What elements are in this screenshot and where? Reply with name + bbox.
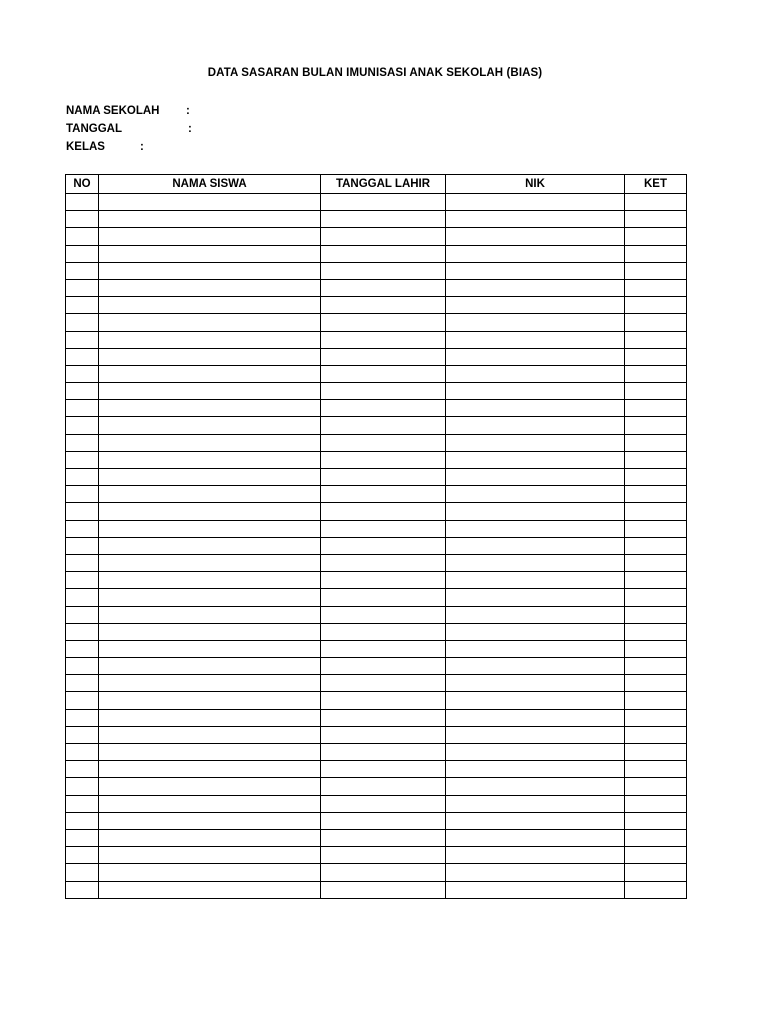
cell-birth-date	[321, 434, 446, 451]
cell-birth-date	[321, 400, 446, 417]
cell-student-name	[99, 744, 321, 761]
cell-ket	[625, 383, 687, 400]
cell-nik	[446, 400, 625, 417]
cell-no	[66, 881, 99, 898]
cell-birth-date	[321, 417, 446, 434]
cell-ket	[625, 348, 687, 365]
table-row	[66, 348, 687, 365]
table-row	[66, 400, 687, 417]
cell-ket	[625, 365, 687, 382]
cell-ket	[625, 262, 687, 279]
cell-ket	[625, 726, 687, 743]
header-birth-date: TANGGAL LAHIR	[321, 175, 446, 194]
cell-no	[66, 675, 99, 692]
cell-no	[66, 537, 99, 554]
cell-birth-date	[321, 520, 446, 537]
student-table	[65, 174, 687, 899]
cell-no	[66, 778, 99, 795]
cell-ket	[625, 331, 687, 348]
cell-nik	[446, 331, 625, 348]
cell-nik	[446, 194, 625, 211]
table-row	[66, 744, 687, 761]
cell-nik	[446, 365, 625, 382]
cell-student-name	[99, 537, 321, 554]
cell-student-name	[99, 331, 321, 348]
cell-birth-date	[321, 744, 446, 761]
cell-birth-date	[321, 623, 446, 640]
cell-student-name	[99, 726, 321, 743]
cell-ket	[625, 417, 687, 434]
table-row	[66, 383, 687, 400]
cell-student-name	[99, 469, 321, 486]
cell-nik	[446, 795, 625, 812]
table-row	[66, 554, 687, 571]
cell-birth-date	[321, 314, 446, 331]
table-row	[66, 606, 687, 623]
table-row	[66, 228, 687, 245]
cell-student-name	[99, 709, 321, 726]
cell-ket	[625, 623, 687, 640]
cell-student-name	[99, 297, 321, 314]
cell-student-name	[99, 606, 321, 623]
cell-birth-date	[321, 709, 446, 726]
cell-nik	[446, 486, 625, 503]
cell-ket	[625, 245, 687, 262]
document-title: DATA SASARAN BULAN IMUNISASI ANAK SEKOLAH (BIAS)	[207, 67, 543, 79]
cell-no	[66, 744, 99, 761]
cell-nik	[446, 589, 625, 606]
cell-nik	[446, 434, 625, 451]
cell-ket	[625, 228, 687, 245]
cell-no	[66, 520, 99, 537]
cell-ket	[625, 709, 687, 726]
cell-student-name	[99, 675, 321, 692]
date-label: TANGGAL	[66, 123, 123, 135]
table-row	[66, 726, 687, 743]
cell-ket	[625, 847, 687, 864]
cell-ket	[625, 812, 687, 829]
table-row	[66, 864, 687, 881]
header-student-name: NAMA SISWA	[99, 175, 321, 194]
cell-student-name	[99, 795, 321, 812]
cell-student-name	[99, 812, 321, 829]
table-row	[66, 881, 687, 898]
table-row	[66, 434, 687, 451]
cell-ket	[625, 692, 687, 709]
cell-birth-date	[321, 881, 446, 898]
cell-birth-date	[321, 279, 446, 296]
cell-birth-date	[321, 589, 446, 606]
cell-ket	[625, 400, 687, 417]
cell-student-name	[99, 194, 321, 211]
table-row	[66, 709, 687, 726]
table-row	[66, 451, 687, 468]
cell-no	[66, 451, 99, 468]
cell-no	[66, 331, 99, 348]
school-name-colon: :	[186, 105, 190, 117]
cell-birth-date	[321, 572, 446, 589]
cell-nik	[446, 417, 625, 434]
cell-birth-date	[321, 829, 446, 846]
table-row	[66, 297, 687, 314]
cell-no	[66, 400, 99, 417]
cell-nik	[446, 881, 625, 898]
cell-ket	[625, 795, 687, 812]
cell-student-name	[99, 761, 321, 778]
cell-no	[66, 795, 99, 812]
cell-student-name	[99, 572, 321, 589]
cell-student-name	[99, 365, 321, 382]
class-label: KELAS	[66, 141, 105, 153]
table-row	[66, 778, 687, 795]
cell-nik	[446, 726, 625, 743]
cell-ket	[625, 434, 687, 451]
cell-birth-date	[321, 640, 446, 657]
cell-ket	[625, 211, 687, 228]
cell-no	[66, 383, 99, 400]
cell-ket	[625, 554, 687, 571]
cell-no	[66, 623, 99, 640]
cell-ket	[625, 675, 687, 692]
cell-ket	[625, 469, 687, 486]
cell-student-name	[99, 829, 321, 846]
cell-ket	[625, 503, 687, 520]
cell-student-name	[99, 245, 321, 262]
cell-birth-date	[321, 211, 446, 228]
cell-birth-date	[321, 228, 446, 245]
cell-no	[66, 245, 99, 262]
cell-student-name	[99, 503, 321, 520]
table-row	[66, 537, 687, 554]
cell-ket	[625, 606, 687, 623]
cell-no	[66, 589, 99, 606]
cell-student-name	[99, 400, 321, 417]
cell-nik	[446, 675, 625, 692]
cell-birth-date	[321, 675, 446, 692]
cell-student-name	[99, 383, 321, 400]
cell-nik	[446, 279, 625, 296]
class-colon: :	[140, 141, 144, 153]
cell-ket	[625, 589, 687, 606]
table-row	[66, 262, 687, 279]
cell-nik	[446, 606, 625, 623]
cell-nik	[446, 864, 625, 881]
table-row	[66, 761, 687, 778]
cell-student-name	[99, 881, 321, 898]
table-row	[66, 572, 687, 589]
cell-student-name	[99, 692, 321, 709]
cell-ket	[625, 881, 687, 898]
cell-student-name	[99, 640, 321, 657]
cell-no	[66, 640, 99, 657]
cell-nik	[446, 692, 625, 709]
table-header-row	[66, 175, 687, 194]
cell-birth-date	[321, 297, 446, 314]
cell-no	[66, 864, 99, 881]
cell-ket	[625, 314, 687, 331]
cell-ket	[625, 829, 687, 846]
cell-nik	[446, 709, 625, 726]
cell-no	[66, 692, 99, 709]
cell-no	[66, 279, 99, 296]
cell-birth-date	[321, 383, 446, 400]
cell-nik	[446, 554, 625, 571]
table-row	[66, 331, 687, 348]
cell-birth-date	[321, 606, 446, 623]
cell-ket	[625, 778, 687, 795]
cell-no	[66, 503, 99, 520]
cell-student-name	[99, 451, 321, 468]
cell-no	[66, 658, 99, 675]
table-row	[66, 520, 687, 537]
cell-nik	[446, 744, 625, 761]
cell-nik	[446, 640, 625, 657]
cell-nik	[446, 211, 625, 228]
cell-birth-date	[321, 451, 446, 468]
cell-nik	[446, 847, 625, 864]
cell-birth-date	[321, 262, 446, 279]
cell-no	[66, 434, 99, 451]
cell-ket	[625, 658, 687, 675]
cell-student-name	[99, 623, 321, 640]
cell-birth-date	[321, 658, 446, 675]
cell-nik	[446, 228, 625, 245]
cell-ket	[625, 864, 687, 881]
cell-nik	[446, 520, 625, 537]
table-row	[66, 194, 687, 211]
cell-nik	[446, 503, 625, 520]
cell-birth-date	[321, 847, 446, 864]
cell-no	[66, 554, 99, 571]
class-field	[66, 140, 144, 155]
cell-no	[66, 348, 99, 365]
cell-birth-date	[321, 864, 446, 881]
cell-student-name	[99, 434, 321, 451]
cell-no	[66, 228, 99, 245]
cell-birth-date	[321, 761, 446, 778]
cell-birth-date	[321, 194, 446, 211]
cell-birth-date	[321, 778, 446, 795]
cell-ket	[625, 297, 687, 314]
cell-birth-date	[321, 795, 446, 812]
table-row	[66, 829, 687, 846]
table-row	[66, 623, 687, 640]
table-row	[66, 417, 687, 434]
cell-no	[66, 314, 99, 331]
cell-birth-date	[321, 486, 446, 503]
cell-student-name	[99, 279, 321, 296]
table-row	[66, 675, 687, 692]
cell-no	[66, 211, 99, 228]
table-row	[66, 365, 687, 382]
cell-ket	[625, 640, 687, 657]
cell-nik	[446, 761, 625, 778]
cell-birth-date	[321, 245, 446, 262]
cell-nik	[446, 348, 625, 365]
cell-student-name	[99, 417, 321, 434]
cell-birth-date	[321, 812, 446, 829]
header-nik: NIK	[446, 175, 625, 194]
cell-ket	[625, 279, 687, 296]
cell-birth-date	[321, 331, 446, 348]
cell-ket	[625, 761, 687, 778]
date-field	[66, 122, 192, 137]
table-row	[66, 314, 687, 331]
cell-birth-date	[321, 503, 446, 520]
cell-no	[66, 812, 99, 829]
cell-no	[66, 606, 99, 623]
cell-student-name	[99, 778, 321, 795]
cell-no	[66, 572, 99, 589]
school-name-field	[66, 104, 190, 119]
cell-student-name	[99, 554, 321, 571]
school-name-label: NAMA SEKOLAH	[66, 105, 160, 117]
cell-no	[66, 297, 99, 314]
cell-birth-date	[321, 554, 446, 571]
cell-student-name	[99, 314, 321, 331]
cell-student-name	[99, 211, 321, 228]
table-row	[66, 589, 687, 606]
table-row	[66, 503, 687, 520]
header-no: NO	[66, 175, 99, 194]
cell-nik	[446, 383, 625, 400]
cell-ket	[625, 520, 687, 537]
cell-student-name	[99, 228, 321, 245]
table-row	[66, 795, 687, 812]
cell-nik	[446, 623, 625, 640]
header-ket: KET	[625, 175, 687, 194]
cell-nik	[446, 451, 625, 468]
cell-birth-date	[321, 726, 446, 743]
cell-no	[66, 847, 99, 864]
cell-nik	[446, 314, 625, 331]
cell-nik	[446, 469, 625, 486]
cell-student-name	[99, 262, 321, 279]
cell-birth-date	[321, 537, 446, 554]
cell-no	[66, 761, 99, 778]
cell-nik	[446, 658, 625, 675]
cell-nik	[446, 778, 625, 795]
cell-student-name	[99, 864, 321, 881]
cell-no	[66, 829, 99, 846]
table-row	[66, 812, 687, 829]
cell-student-name	[99, 589, 321, 606]
table-row	[66, 486, 687, 503]
cell-nik	[446, 572, 625, 589]
table-row	[66, 211, 687, 228]
cell-no	[66, 486, 99, 503]
cell-nik	[446, 297, 625, 314]
cell-birth-date	[321, 692, 446, 709]
table-row	[66, 640, 687, 657]
table-row	[66, 847, 687, 864]
cell-nik	[446, 812, 625, 829]
cell-no	[66, 194, 99, 211]
table-row	[66, 245, 687, 262]
cell-nik	[446, 829, 625, 846]
table-body	[66, 194, 687, 899]
cell-student-name	[99, 520, 321, 537]
cell-ket	[625, 537, 687, 554]
cell-ket	[625, 194, 687, 211]
cell-student-name	[99, 847, 321, 864]
cell-no	[66, 469, 99, 486]
cell-no	[66, 417, 99, 434]
cell-nik	[446, 245, 625, 262]
cell-no	[66, 262, 99, 279]
cell-nik	[446, 537, 625, 554]
table-row	[66, 279, 687, 296]
cell-no	[66, 365, 99, 382]
cell-ket	[625, 486, 687, 503]
table-row	[66, 469, 687, 486]
cell-no	[66, 726, 99, 743]
cell-ket	[625, 744, 687, 761]
cell-student-name	[99, 486, 321, 503]
cell-student-name	[99, 348, 321, 365]
date-colon: :	[188, 123, 192, 135]
table-row	[66, 692, 687, 709]
cell-student-name	[99, 658, 321, 675]
cell-nik	[446, 262, 625, 279]
cell-ket	[625, 451, 687, 468]
cell-birth-date	[321, 348, 446, 365]
table-row	[66, 658, 687, 675]
cell-ket	[625, 572, 687, 589]
cell-no	[66, 709, 99, 726]
cell-birth-date	[321, 365, 446, 382]
cell-birth-date	[321, 469, 446, 486]
